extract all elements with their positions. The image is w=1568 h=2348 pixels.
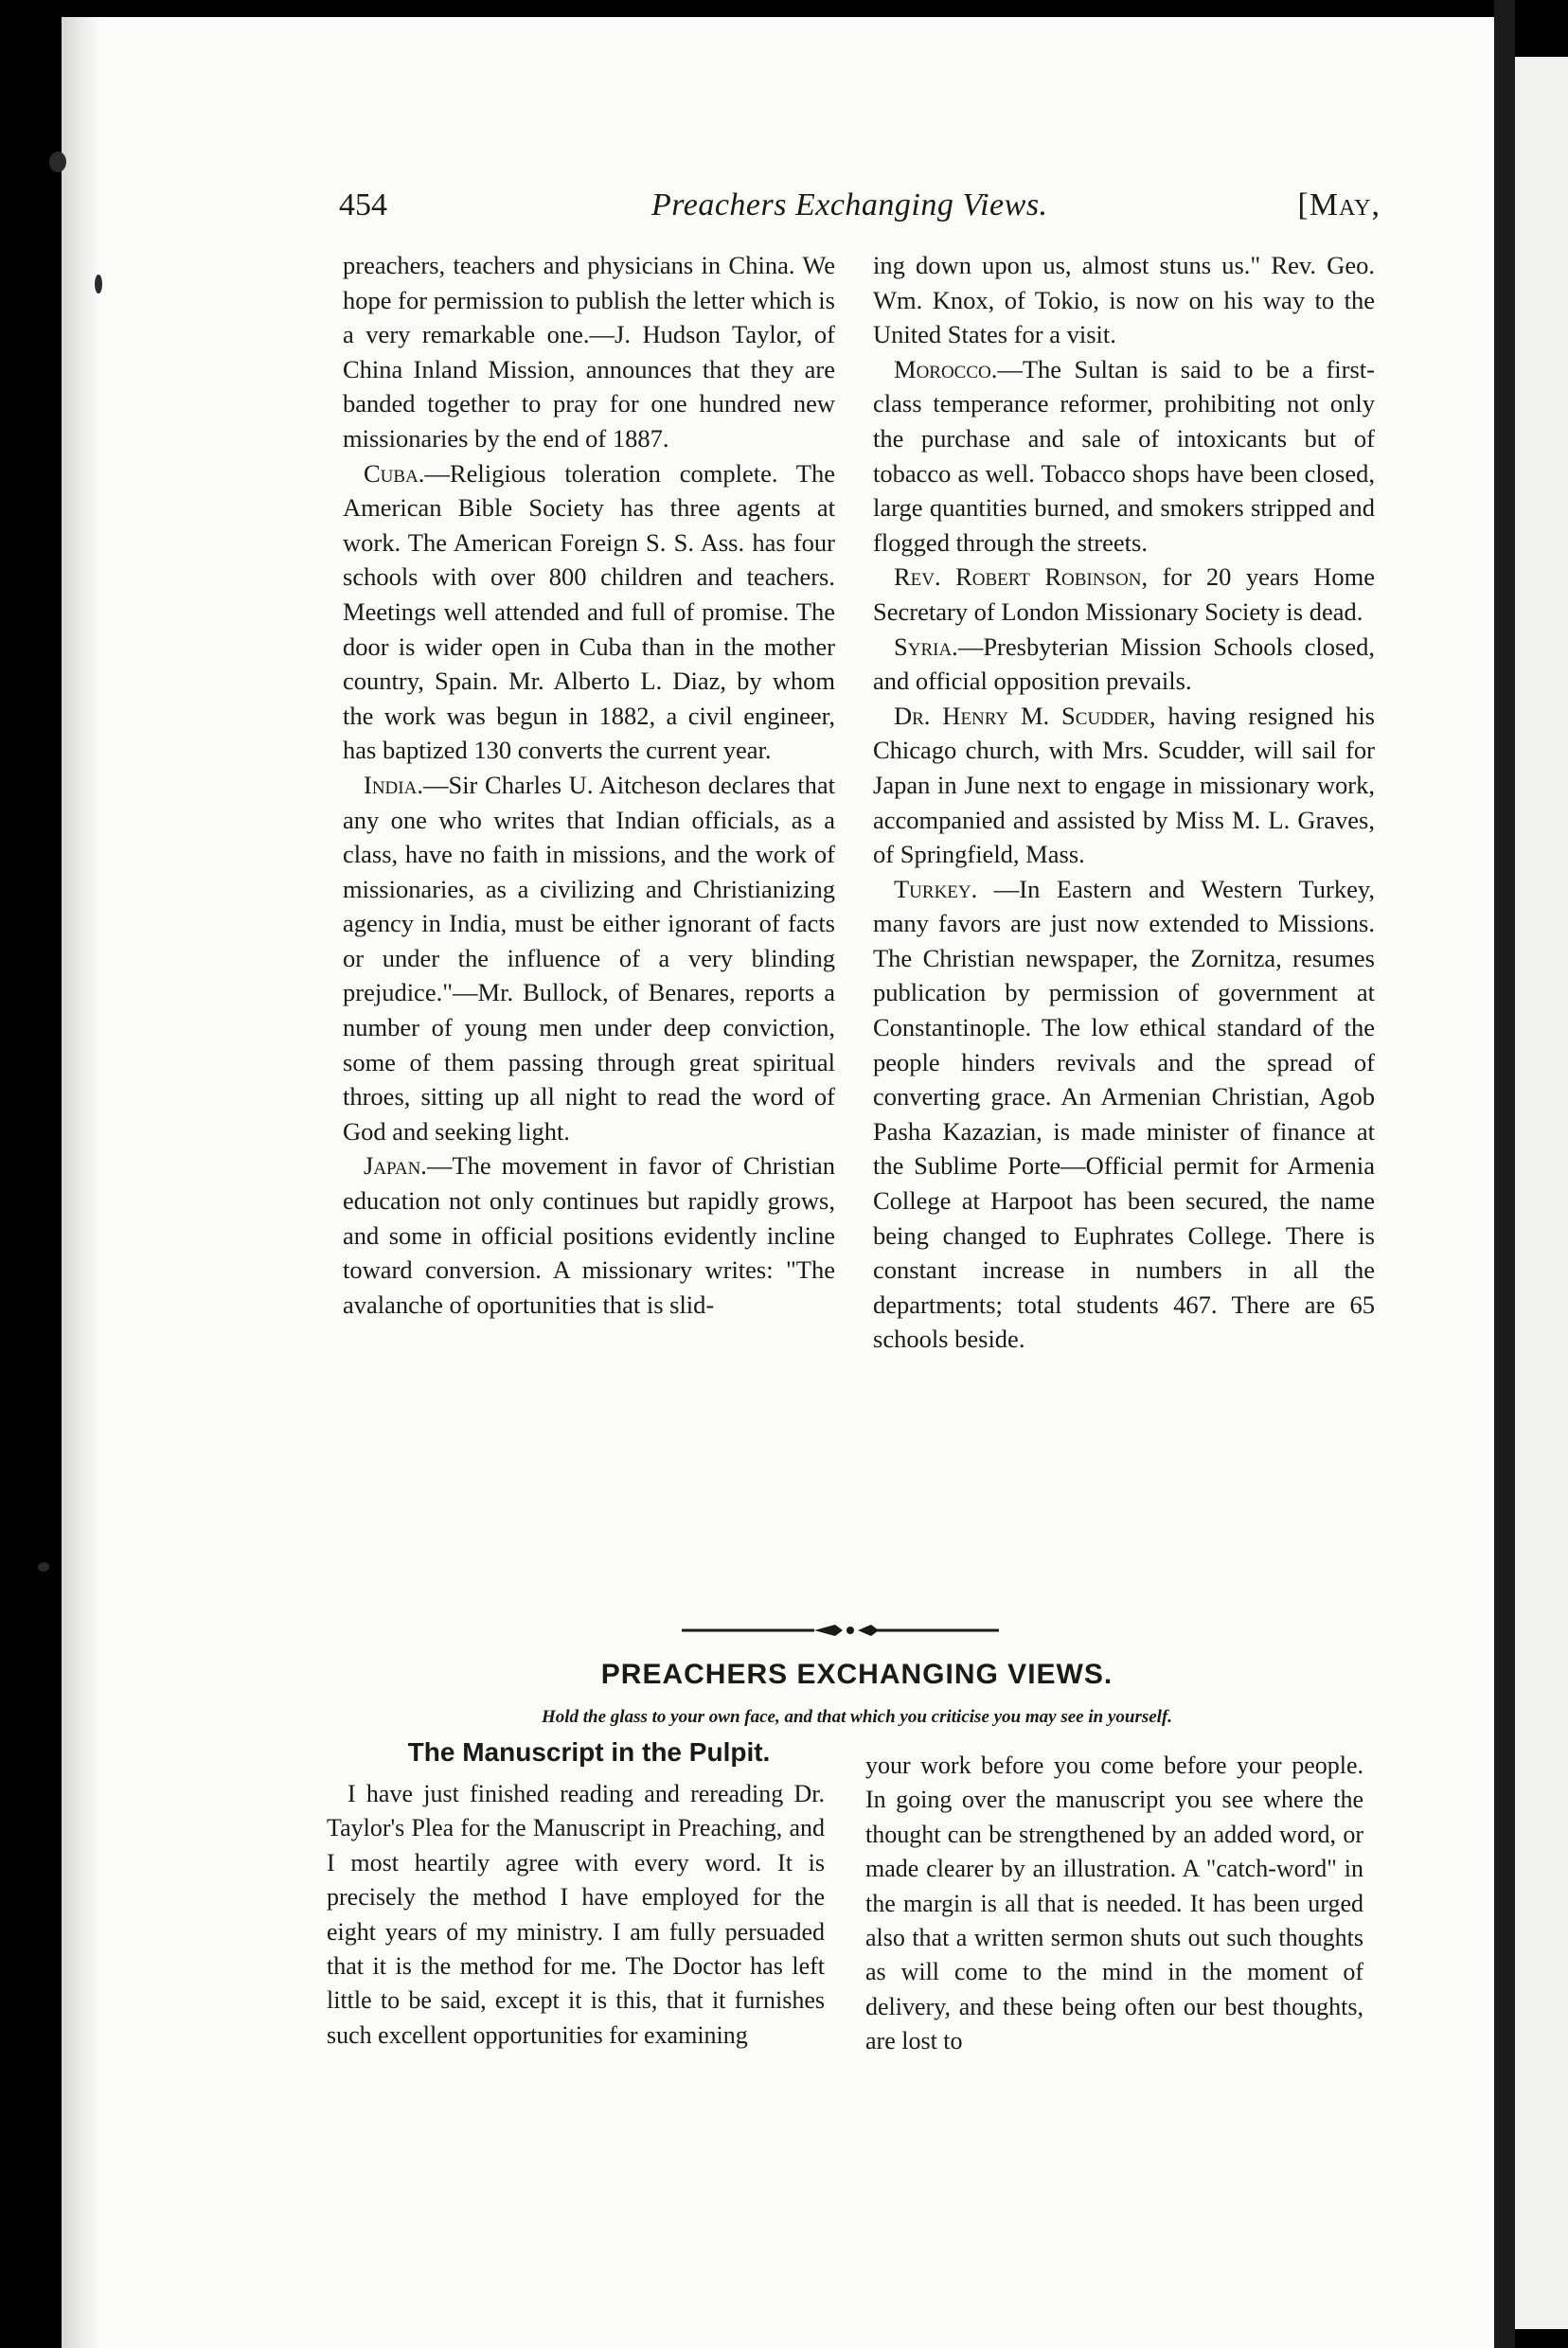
section-label: Turkey. <box>894 874 978 903</box>
section-title: PREACHERS EXCHANGING VIEWS. <box>600 1659 1114 1690</box>
article-title: The Manuscript in the Pulpit. <box>407 1737 771 1767</box>
next-page-strip <box>1515 57 1568 2329</box>
paragraph-robinson: Rev. Robert Robinson, for 20 years Home Secretary of London Missionary Society is dead. <box>873 562 1375 626</box>
running-title: Preachers Exchanging Views. <box>651 187 1048 222</box>
section-motto: Hold the glass to your own face, and that which you criticise you may see in yourself. <box>541 1707 1173 1727</box>
article-left-column <box>327 1777 825 2053</box>
paragraph-cuba: Cuba.—Religious toleration complete. The American Bible Society has three agents at work. The American Foreign S. S. Ass. has four schools with over 800 children and teachers. Meetings well attended and full of promise. The door is wider open in Cuba than in the mother country, Spain. Mr. Alberto L. Diaz, by whom the work was begun in 1882, a civil engineer, has baptized 130 converts the current year. <box>343 458 835 765</box>
section-label: Morocco. <box>894 354 998 383</box>
left-column <box>343 248 835 1322</box>
paragraph-india: India.—Sir Charles U. Aitcheson declares that any one who writes that Indian officials, as a class, have no faith in missions, and the work of missionaries, as a civilizing and Christianizing agency in India, must be either ignorant of facts or under the influence of a very blinding prejudice."—Mr. Bullock, of Benares, reports a number of young men under deep conviction, some of them passing through great spiritual throes, sitting up all night to read the word of God and seeking light. <box>343 770 835 1146</box>
scan-speck <box>95 275 102 294</box>
article-right-column <box>865 1749 1363 2059</box>
section-label: India. <box>364 770 423 799</box>
section-label: Rev. Robert Robinson, <box>894 562 1149 592</box>
paragraph-turkey: Turkey. —In Eastern and Western Turkey, many favors are just now extended to Missions. The Christian newspaper, the Zornitza, resumes publication by permission of government at Constantinople. The low ethical standard of the people hinders revivals and the spread of converting grace. An Armenian Christian, Agob Pasha Kazazian, is made minister of finance at the Sublime Porte—Official permit for Armenia College at Harpoot has been secured, the name being changed to Euphrates College. There is constant increase in numbers in all the departments; total students 467. There are 65 schools beside. <box>873 874 1375 1354</box>
paragraph: I have just finished reading and rereading Dr. Taylor's Plea for the Manuscript in Preaching, and I most heartily agree with every word. It is precisely the method I have employed for the eight years of my ministry. I am fully persuaded that it is the method for me. The Doctor has left little to be said, except it is this, that it furnishes such excellent opportunities for examining <box>327 1780 825 2049</box>
paragraph-morocco: Morocco.—The Sultan is said to be a first-class temperance reformer, prohibiting not only the purchase and sale of intoxicants but of tobacco as well. Tobacco shops have been closed, large quantities burned, and smokers stripped and flogged through the streets. <box>873 354 1375 557</box>
section-label: Japan. <box>364 1151 427 1181</box>
paragraph: preachers, teachers and physicians in China. We hope for permission to publish the letter which is a very remarkable one.—J. Hudson Taylor, of China Inland Mission, announces that they are banded together to pray for one hundred new missionaries by the end of 1887. <box>343 251 835 453</box>
page-header <box>339 187 1381 235</box>
page-edge <box>1494 0 1515 2348</box>
page-number: 454 <box>339 187 387 222</box>
paragraph-japan: Japan.—The movement in favor of Christian education not only continues but rapidly grows, and some in official positions evidently incline toward conversion. A missionary writes: "The avalanche of oportunities that is slid- <box>343 1151 835 1319</box>
scan-speck <box>49 151 66 172</box>
right-column <box>873 248 1375 1357</box>
section-label: Syria. <box>894 631 958 661</box>
section-label: Dr. Henry M. Scudder, <box>894 701 1156 730</box>
header-month: [May, <box>1297 187 1381 222</box>
paragraph-scudder: Dr. Henry M. Scudder, having resigned his Chicago church, with Mrs. Scudder, will sail for Japan in June next to engage in missionary work, accompanied and assisted by Miss M. L. Graves, of Springfield, Mass. <box>873 701 1375 869</box>
ornamental-divider <box>682 1621 999 1640</box>
paragraph: ing down upon us, almost stuns us." Rev. Geo. Wm. Knox, of Tokio, is now on his way to the United States for a visit. <box>873 251 1375 349</box>
scan-speck <box>38 1562 49 1572</box>
paragraph: your work before you come before your people. In going over the manuscript you see where the thought can be strengthened by an added word, or made clearer by an illustration. A "catch-word" in the margin is all that is needed. It has been urged also that a written sermon shuts out such thoughts as will come to the mind in the moment of delivery, and these being often our best thoughts, are lost to <box>865 1752 1363 2055</box>
section-label: Cuba. <box>364 458 425 488</box>
paragraph-syria: Syria.—Presbyterian Mission Schools closed, and official opposition prevails. <box>873 631 1375 696</box>
page-gutter-shadow <box>62 17 99 2348</box>
